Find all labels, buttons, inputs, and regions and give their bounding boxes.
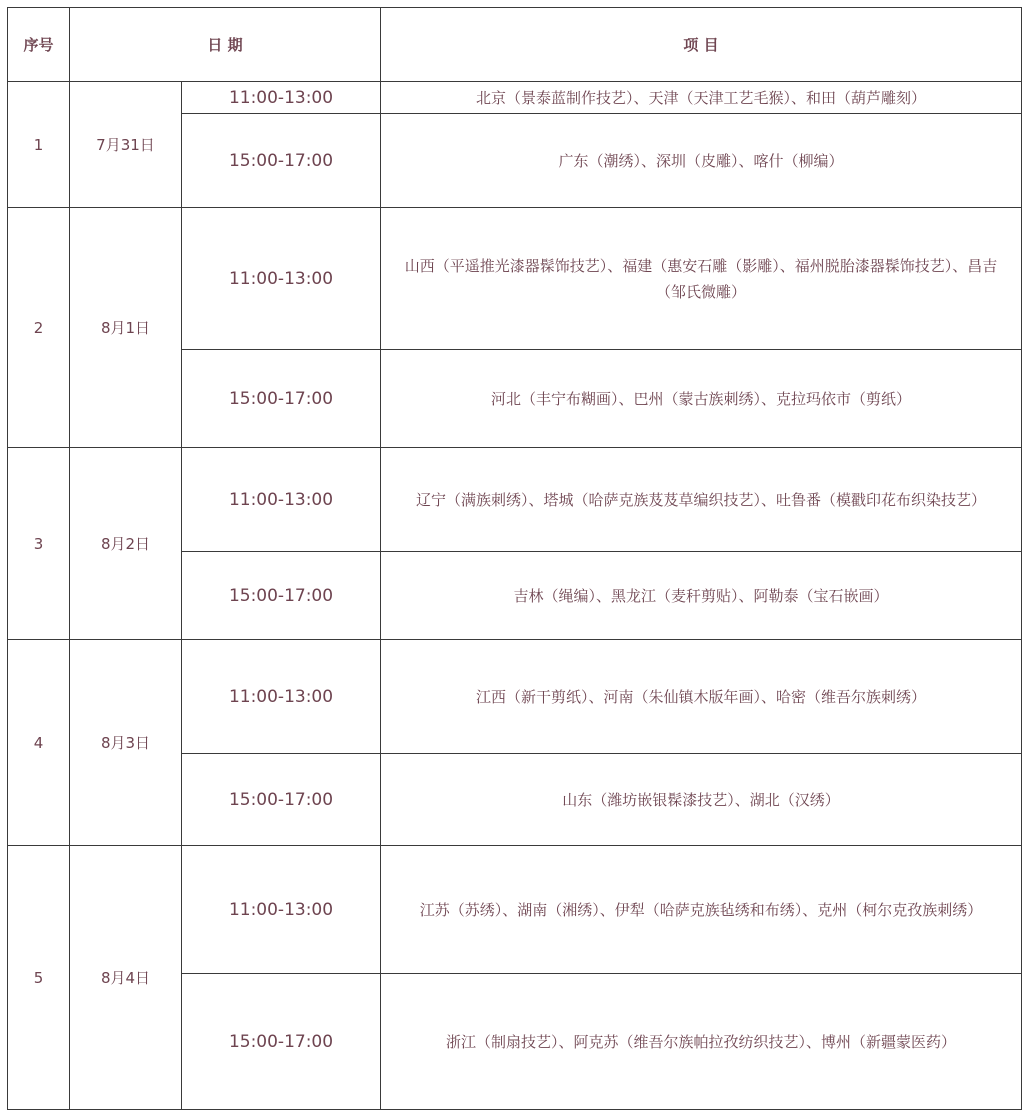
header-row: [8, 8, 1022, 82]
schedule-table: [7, 7, 1022, 1110]
items-cell: 山西（平遥推光漆器髹饰技艺）、福建（惠安石雕（影雕）、福州脱胎漆器髹饰技艺）、昌吉（邹氏微雕）: [381, 208, 1022, 350]
date-cell: 8月3日: [70, 640, 182, 846]
time-cell: 15:00-17:00: [182, 552, 381, 640]
items-cell: 吉林（绳编）、黑龙江（麦秆剪贴）、阿勒泰（宝石嵌画）: [381, 552, 1022, 640]
time-cell: 11:00-13:00: [182, 640, 381, 754]
items-cell: 广东（潮绣）、深圳（皮雕）、喀什（柳编）: [381, 114, 1022, 208]
time-cell: 11:00-13:00: [182, 846, 381, 974]
table-row: [8, 82, 1022, 114]
items-cell: 江苏（苏绣）、湖南（湘绣）、伊犁（哈萨克族毡绣和布绣）、克州（柯尔克孜族刺绣）: [381, 846, 1022, 974]
time-cell: 11:00-13:00: [182, 82, 381, 114]
date-cell: 8月1日: [70, 208, 182, 448]
date-cell: 8月4日: [70, 846, 182, 1110]
items-cell: 山东（潍坊嵌银髹漆技艺）、湖北（汉绣）: [381, 754, 1022, 846]
time-cell: 15:00-17:00: [182, 350, 381, 448]
seq-cell: 2: [8, 208, 70, 448]
items-cell: 河北（丰宁布糊画）、巴州（蒙古族刺绣）、克拉玛依市（剪纸）: [381, 350, 1022, 448]
table-row: [8, 846, 1022, 974]
items-cell: 江西（新干剪纸）、河南（朱仙镇木版年画）、哈密（维吾尔族刺绣）: [381, 640, 1022, 754]
seq-cell: 4: [8, 640, 70, 846]
header-items: 项 目: [381, 8, 1022, 82]
time-cell: 15:00-17:00: [182, 754, 381, 846]
items-cell: 浙江（制扇技艺）、阿克苏（维吾尔族帕拉孜纺织技艺）、博州（新疆蒙医药）: [381, 974, 1022, 1110]
seq-cell: 3: [8, 448, 70, 640]
seq-cell: 5: [8, 846, 70, 1110]
seq-cell: 1: [8, 82, 70, 208]
time-cell: 11:00-13:00: [182, 448, 381, 552]
schedule-sheet: [7, 7, 1022, 1110]
time-cell: 11:00-13:00: [182, 208, 381, 350]
table-row: [8, 640, 1022, 754]
items-cell: 北京（景泰蓝制作技艺）、天津（天津工艺毛猴）、和田（葫芦雕刻）: [381, 82, 1022, 114]
date-cell: 7月31日: [70, 82, 182, 208]
table-row: [8, 208, 1022, 350]
time-cell: 15:00-17:00: [182, 114, 381, 208]
table-row: [8, 448, 1022, 552]
header-seq: 序号: [8, 8, 70, 82]
header-date: 日 期: [70, 8, 381, 82]
date-cell: 8月2日: [70, 448, 182, 640]
time-cell: 15:00-17:00: [182, 974, 381, 1110]
items-cell: 辽宁（满族刺绣）、塔城（哈萨克族芨芨草编织技艺）、吐鲁番（模戳印花布织染技艺）: [381, 448, 1022, 552]
